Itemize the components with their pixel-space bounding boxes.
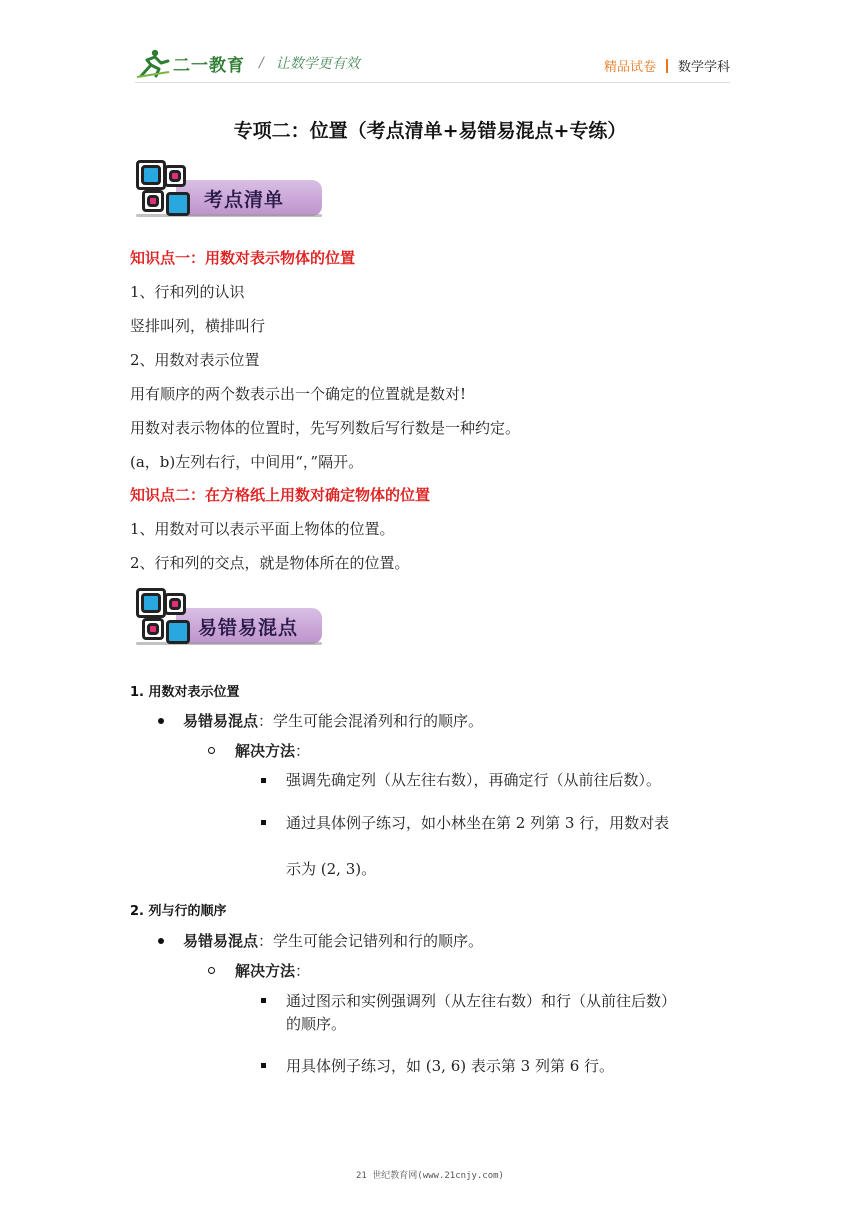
text-line: 1、行和列的认识 bbox=[130, 283, 245, 301]
page-header bbox=[135, 48, 730, 80]
square-bullet-icon bbox=[261, 820, 266, 825]
text-line: 用数对表示物体的位置时，先写列数后写行数是一种约定。 bbox=[130, 419, 521, 437]
mistake-text: ：学生可能会记错列和行的顺序。 bbox=[258, 932, 484, 950]
banner-square-icon bbox=[166, 620, 190, 644]
badge-divider bbox=[666, 59, 668, 73]
banner-square-icon bbox=[147, 623, 159, 635]
section-banner-yicuo bbox=[136, 588, 326, 650]
square-bullet-icon bbox=[261, 998, 266, 1003]
page-title: 专项二：位置（考点清单+易错易混点+专练） bbox=[233, 120, 627, 142]
slash-divider: / bbox=[259, 55, 264, 71]
banner-underline bbox=[136, 214, 322, 217]
mistake-point bbox=[183, 930, 483, 951]
method-label-text: 解决方法 bbox=[235, 742, 296, 760]
banner-square-icon bbox=[166, 192, 190, 216]
method-label bbox=[235, 960, 310, 981]
text-line: 2、行和列的交点，就是物体所在的位置。 bbox=[130, 554, 410, 572]
method-colon: ： bbox=[295, 962, 311, 980]
mistake-label: 易错易混点 bbox=[183, 932, 259, 950]
method-step: 通过图示和实例强调列（从左往右数）和行（从前往后数） bbox=[286, 992, 677, 1010]
item-heading: 2. 列与行的顺序 bbox=[130, 904, 227, 919]
banner-square-icon bbox=[147, 195, 159, 207]
section-banner-kaodian bbox=[136, 160, 326, 222]
banner-square-icon bbox=[141, 593, 161, 613]
method-label-text: 解决方法 bbox=[235, 962, 296, 980]
runner-logo-icon bbox=[135, 48, 171, 78]
text-line: 2、用数对表示位置 bbox=[130, 351, 260, 369]
method-step-cont: 的顺序。 bbox=[286, 1015, 347, 1033]
page-footer: 21 世纪教育网(www.21cnjy.com) bbox=[356, 1171, 504, 1181]
badge-left: 精品试卷 bbox=[603, 60, 656, 75]
method-step: 用具体例子练习，如 (3, 6) 表示第 3 列第 6 行。 bbox=[286, 1057, 615, 1075]
knowledge-point-1-title: 知识点一：用数对表示物体的位置 bbox=[130, 249, 356, 267]
method-step: 通过具体例子练习，如小林坐在第 2 列第 3 行，用数对表 bbox=[286, 814, 670, 832]
method-label bbox=[235, 740, 310, 761]
bullet-icon bbox=[158, 938, 164, 944]
header-badge bbox=[604, 56, 730, 75]
method-step-cont: 示为 (2, 3)。 bbox=[286, 860, 377, 878]
mistake-point bbox=[183, 710, 483, 731]
badge-right: 数学学科 bbox=[677, 60, 730, 75]
banner-label: 考点清单 bbox=[204, 189, 285, 211]
header-divider bbox=[135, 82, 730, 83]
banner-label: 易错易混点 bbox=[198, 617, 299, 639]
brand-logo bbox=[135, 48, 360, 78]
brand-name: 二一教育 bbox=[173, 55, 245, 76]
text-line: (a，b)左列右行，中间用“，”隔开。 bbox=[130, 453, 364, 471]
circle-bullet-icon bbox=[208, 967, 215, 974]
method-step: 强调先确定列（从左往右数），再确定行（从前往后数）。 bbox=[286, 771, 662, 789]
text-line: 竖排叫列，横排叫行 bbox=[130, 317, 266, 335]
text-line: 用有顺序的两个数表示出一个确定的位置就是数对! bbox=[130, 385, 467, 403]
text-line: 1、用数对可以表示平面上物体的位置。 bbox=[130, 520, 395, 538]
square-bullet-icon bbox=[261, 778, 266, 783]
mistake-label: 易错易混点 bbox=[183, 712, 259, 730]
bullet-icon bbox=[158, 718, 164, 724]
square-bullet-icon bbox=[261, 1063, 266, 1068]
brand-slogan: 让数学更有效 bbox=[275, 56, 360, 72]
banner-square-icon bbox=[141, 165, 161, 185]
circle-bullet-icon bbox=[208, 747, 215, 754]
knowledge-point-2-title: 知识点二：在方格纸上用数对确定物体的位置 bbox=[130, 486, 431, 504]
mistake-text: ：学生可能会混淆列和行的顺序。 bbox=[258, 712, 484, 730]
banner-underline bbox=[136, 642, 322, 645]
item-heading: 1. 用数对表示位置 bbox=[130, 685, 240, 700]
banner-square-icon bbox=[169, 598, 181, 610]
method-colon: ： bbox=[295, 742, 311, 760]
banner-square-icon bbox=[169, 170, 181, 182]
